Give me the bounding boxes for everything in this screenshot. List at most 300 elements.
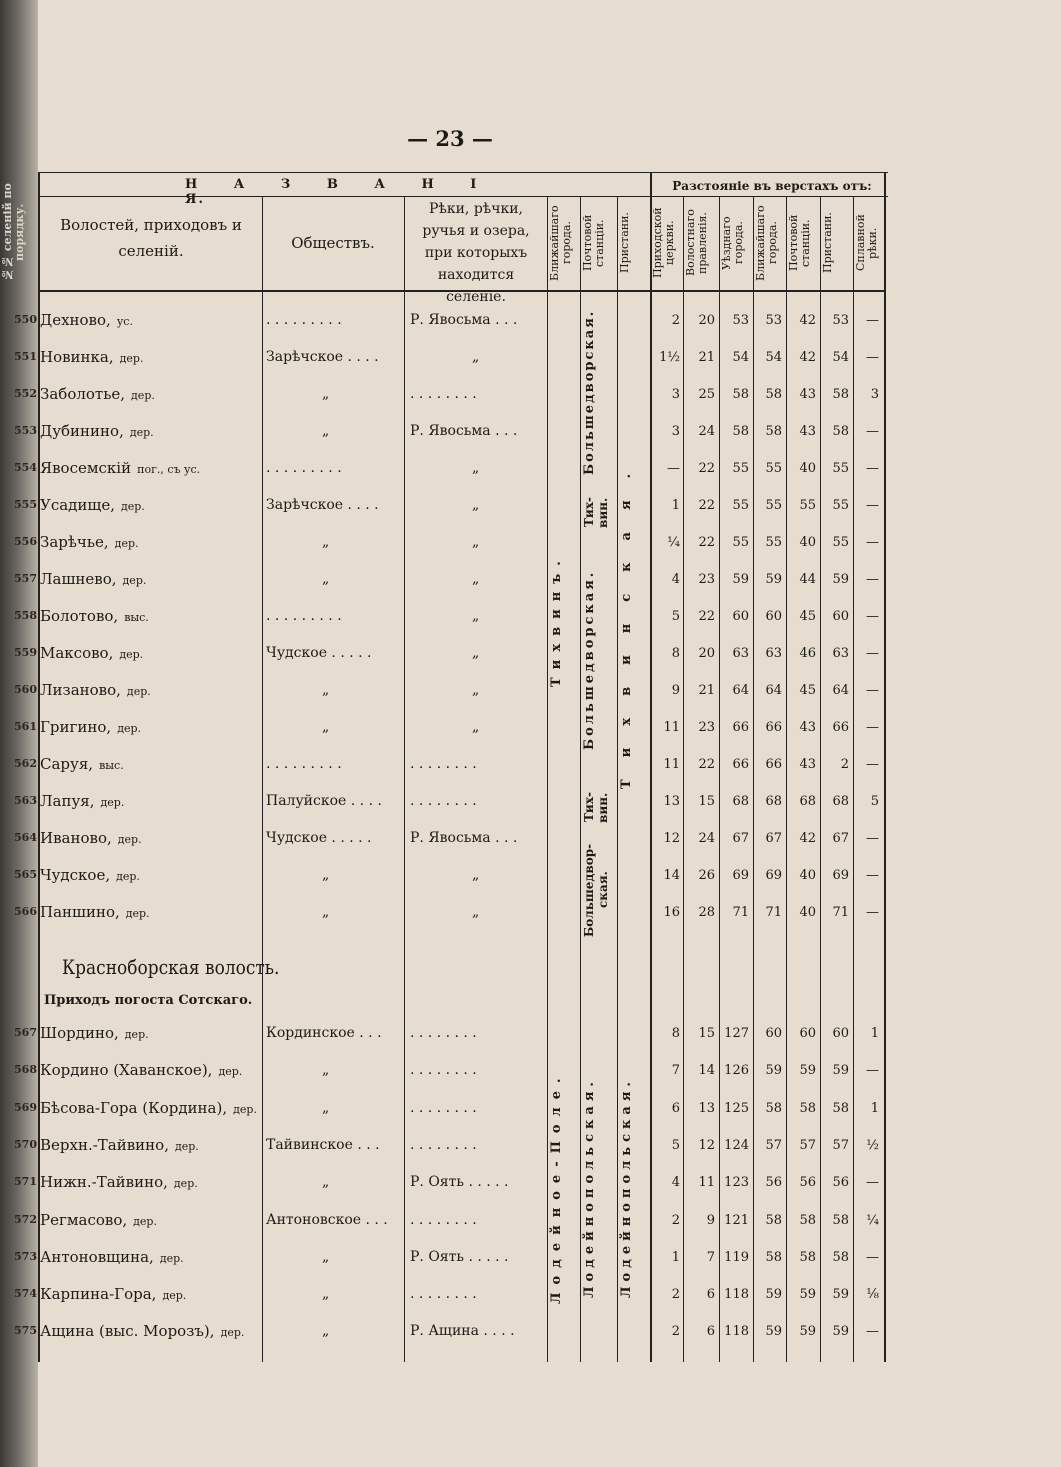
society-name: Зарѣчское . . . . (266, 497, 379, 513)
society-name: „ (322, 423, 330, 439)
distance-value: 55 (765, 498, 782, 513)
distance-value: 15 (698, 794, 715, 809)
distance-value: 42 (799, 350, 816, 365)
distance-value: — (866, 757, 879, 772)
distance-value: 14 (663, 868, 680, 883)
settlement-name-text: Паншино, (40, 903, 120, 921)
page-number: — 23 — (407, 126, 493, 151)
row-number: 552 (14, 387, 37, 400)
distance-value: 21 (698, 683, 715, 698)
settlement-name-text: Ащина (выс. Морозъ), (40, 1322, 215, 1341)
row-number: 567 (14, 1026, 37, 1039)
distance-value: 57 (765, 1137, 782, 1153)
settlement-name (40, 1061, 242, 1079)
distance-value: 23 (698, 572, 715, 587)
row-number: 568 (14, 1063, 37, 1077)
distance-value: — (866, 535, 879, 550)
settlement-name-text: Саруя, (40, 755, 94, 773)
settlement-type: дер. (124, 1028, 149, 1041)
distance-value: 40 (799, 868, 816, 883)
settlement-name-text: Бѣсова-Гора (Кордина), (40, 1098, 228, 1117)
distance-value: 44 (799, 572, 816, 587)
dist-river-header: Сплавной рѣки. (854, 214, 879, 272)
nearest-city-label: Тихвинъ. (549, 553, 564, 687)
society-name: . . . . . . . . . (266, 756, 342, 772)
distance-value: 57 (799, 1137, 816, 1153)
distance-value: 2 (671, 1287, 680, 1303)
distance-value: 64 (832, 683, 849, 698)
volost-column-header: Волостей, приходовъ и селеній. (60, 216, 242, 260)
distance-value: ⅛ (866, 1287, 879, 1303)
river-name: „ (472, 645, 480, 661)
distance-value: 22 (698, 757, 715, 772)
distance-value: 2 (671, 313, 680, 328)
society-name: „ (322, 867, 330, 883)
society-name: „ (322, 386, 330, 402)
distance-value: 58 (832, 424, 849, 439)
distance-value: 58 (832, 1212, 849, 1228)
river-name: Р. Явосьма . . . (410, 312, 518, 328)
row-number: 551 (14, 350, 37, 363)
distance-value: 15 (698, 1026, 715, 1041)
distance-value: 4 (671, 572, 680, 587)
distance-value: ¼ (667, 535, 680, 550)
distance-value: 20 (698, 313, 715, 328)
settlement-name-text: Зарѣчье, (40, 533, 109, 551)
table-top-rule (40, 172, 888, 173)
river-name: „ (472, 534, 480, 550)
distance-value: 67 (765, 831, 782, 846)
distance-value: 64 (732, 683, 749, 698)
distance-value: 60 (832, 1026, 849, 1041)
distance-value: 59 (832, 572, 849, 587)
settlement-name (40, 570, 146, 588)
dist-pier-header: Пристани. (821, 212, 834, 274)
distance-value: 3 (870, 387, 879, 402)
distance-value: 64 (765, 683, 782, 698)
river-name: . . . . . . . . (410, 1025, 477, 1041)
society-name: „ (322, 682, 330, 698)
distance-value: — (866, 1324, 879, 1340)
river-name: . . . . . . . . (410, 1136, 477, 1153)
distance-value: 66 (732, 757, 749, 772)
river-column-header: Рѣки, рѣчки, ручья и озера, при которыхъ находится селеніе. (422, 201, 530, 305)
distance-value: 5 (671, 1137, 680, 1153)
distance-value: 45 (799, 609, 816, 624)
distance-value: 42 (799, 313, 816, 328)
settlement-name-text: Нижн.-Тайвино, (40, 1173, 168, 1192)
distance-value: — (866, 683, 879, 698)
distance-value: 58 (765, 1249, 782, 1265)
distance-value: 59 (799, 1063, 816, 1079)
distance-value: — (866, 572, 879, 587)
distance-value: — (866, 646, 879, 661)
nearest-city-header: Ближайшаго города. (548, 205, 573, 281)
settlement-name (40, 1322, 244, 1340)
distance-value: 53 (765, 313, 782, 328)
river-name: „ (472, 608, 480, 624)
distance-value: 9 (706, 1212, 715, 1228)
settlement-name-text: Кордино (Хаванское), (40, 1061, 213, 1080)
settlement-type: дер. (117, 722, 142, 735)
dist-city-header: Ближайшаго города. (754, 205, 779, 281)
distance-value: 58 (732, 424, 749, 439)
settlement-name (40, 385, 155, 403)
distance-value: 46 (799, 646, 816, 661)
distance-value: 58 (832, 1100, 849, 1116)
distance-value: 9 (671, 683, 680, 698)
distance-value: 4 (671, 1175, 680, 1191)
distance-value: 67 (732, 831, 749, 846)
row-number: 563 (14, 794, 37, 807)
post-station-label: Тих-вин. (582, 792, 610, 823)
distance-value: 5 (671, 609, 680, 624)
distance-value: 119 (724, 1249, 749, 1265)
settlement-name-text: Чудское, (40, 866, 111, 884)
settlement-type: дер. (122, 574, 147, 587)
distance-value: 12 (698, 1137, 715, 1153)
society-name: Тайвинское . . . (266, 1136, 380, 1153)
distance-value: ¼ (866, 1212, 879, 1228)
distance-value: 58 (765, 1100, 782, 1116)
settlement-type: дер. (117, 833, 142, 846)
settlement-type: выс. (124, 611, 149, 624)
distance-value: 57 (832, 1137, 849, 1153)
row-number: 555 (14, 498, 37, 511)
settlement-name (40, 903, 150, 921)
post-station-label: Большедворская. (582, 569, 597, 751)
society-name: . . . . . . . . . (266, 608, 342, 624)
distance-value: 13 (663, 794, 680, 809)
row-number: 571 (14, 1175, 37, 1189)
society-name: Антоновское . . . (266, 1211, 388, 1228)
settlement-name (40, 718, 141, 736)
society-name: „ (322, 534, 330, 550)
society-name: „ (322, 719, 330, 735)
society-name: Палуйское . . . . (266, 793, 382, 809)
distance-value: 24 (698, 424, 715, 439)
society-name: „ (322, 571, 330, 587)
distance-value: 58 (765, 1212, 782, 1228)
distance-value: 66 (765, 720, 782, 735)
distance-value: 40 (799, 535, 816, 550)
society-name: Зарѣчское . . . . (266, 349, 379, 365)
distance-value: 55 (732, 498, 749, 513)
distance-value: 1 (671, 1249, 680, 1265)
distance-value: 59 (799, 1324, 816, 1340)
river-name: „ (472, 571, 480, 587)
row-number: 574 (14, 1287, 37, 1301)
settlement-name-text: Лизаново, (40, 681, 121, 699)
distance-value: 5 (870, 794, 879, 809)
distance-value: — (866, 1249, 879, 1265)
settlement-name (40, 755, 124, 773)
society-name: „ (322, 1248, 330, 1265)
distance-header: Разстояніе въ верстахъ отъ: (672, 179, 872, 193)
distance-value: 59 (832, 1287, 849, 1303)
settlement-type: пог., съ ус. (137, 463, 201, 476)
settlement-name (40, 496, 145, 514)
society-name: „ (322, 904, 330, 920)
dist-volost-header: Волостнаго правленія. (684, 209, 709, 277)
distance-value: 7 (706, 1249, 715, 1265)
settlement-name-text: Регмасово, (40, 1210, 128, 1229)
distance-value: 55 (832, 498, 849, 513)
distance-value: 69 (732, 868, 749, 883)
society-name: „ (322, 1174, 330, 1191)
distance-value: 2 (671, 1212, 680, 1228)
distance-value: 43 (799, 424, 816, 439)
settlement-name-text: Карпина-Гора, (40, 1285, 157, 1304)
distance-value: 124 (724, 1137, 749, 1153)
settlement-name (40, 681, 151, 699)
distance-value: 58 (799, 1212, 816, 1228)
river-name: . . . . . . . . (410, 756, 477, 772)
post-station-label: Лодейнопольская. (582, 1077, 597, 1298)
distance-value: 6 (706, 1324, 715, 1340)
settlement-type: выс. (99, 759, 124, 772)
settlement-name-text: Новинка, (40, 348, 114, 366)
settlement-name-text: Лапуя, (40, 792, 95, 810)
distance-value: 54 (832, 350, 849, 365)
distance-value: ½ (866, 1137, 879, 1153)
distance-value: — (866, 1175, 879, 1191)
row-number: 562 (14, 757, 37, 770)
settlement-name-text: Верхн.-Тайвино, (40, 1135, 169, 1154)
distance-value: — (866, 609, 879, 624)
river-name: . . . . . . . . (410, 1286, 477, 1303)
distance-value: 54 (765, 350, 782, 365)
distance-value: 59 (832, 1324, 849, 1340)
settlement-name-text: Шордино, (40, 1024, 119, 1042)
distance-value: 60 (765, 1026, 782, 1041)
distance-value: 55 (765, 461, 782, 476)
distance-value: 71 (832, 905, 849, 920)
settlement-type: дер. (220, 1326, 245, 1340)
distance-value: 127 (724, 1026, 749, 1041)
settlement-type: дер. (129, 426, 154, 439)
river-name: Р. Оять . . . . . (410, 1248, 509, 1265)
settlement-type: дер. (125, 907, 150, 920)
col-line (683, 196, 684, 1362)
distance-value: — (866, 1063, 879, 1079)
distance-value: 63 (765, 646, 782, 661)
settlement-type: дер. (162, 1289, 187, 1303)
distance-value: — (866, 313, 879, 328)
distance-value: 67 (832, 831, 849, 846)
distance-value: 60 (732, 609, 749, 624)
col-line (617, 196, 618, 1362)
distance-value: 60 (832, 609, 849, 624)
distance-value: 24 (698, 831, 715, 846)
distance-value: 68 (732, 794, 749, 809)
settlement-name (40, 1285, 186, 1303)
post-station-header: Почтовой станціи. (581, 214, 606, 272)
distance-value: 16 (663, 905, 680, 920)
distance-value: 3 (671, 424, 680, 439)
settlement-name (40, 644, 143, 662)
parish-heading: Приходъ погоста Сотскаго. (44, 993, 253, 1008)
settlement-name (40, 829, 142, 847)
settlement-type: дер. (126, 685, 151, 698)
river-name: Р. Явосьма . . . (410, 830, 518, 846)
river-name: „ (472, 719, 480, 735)
distance-value: — (866, 905, 879, 920)
distance-value: 63 (732, 646, 749, 661)
distance-value: 58 (765, 387, 782, 402)
row-number: 550 (14, 313, 37, 326)
distance-value: 55 (832, 461, 849, 476)
distance-value: 3 (671, 387, 680, 402)
distance-value: 8 (671, 646, 680, 661)
distance-value: 7 (671, 1063, 680, 1079)
settlement-type: дер. (233, 1102, 257, 1116)
settlement-type: дер. (131, 389, 155, 402)
distance-value: 6 (706, 1287, 715, 1303)
settlement-type: дер. (119, 352, 144, 365)
settlement-name-text: Усадище, (40, 496, 116, 514)
settlement-name (40, 1248, 184, 1266)
pier-header: Пристани. (618, 212, 631, 274)
row-number: 554 (14, 461, 37, 474)
settlement-name (40, 311, 133, 329)
settlement-name (40, 866, 140, 884)
names-header: Н А З В А Н І Я. (185, 177, 479, 207)
distance-value: 59 (765, 1324, 782, 1340)
river-name: „ (472, 460, 480, 476)
settlement-type: дер. (159, 1251, 184, 1265)
distance-value: — (866, 424, 879, 439)
settlement-type: дер. (100, 796, 125, 809)
row-number: 561 (14, 720, 37, 733)
distance-value: 1 (671, 498, 680, 513)
distance-value: 123 (724, 1175, 749, 1191)
distance-value: 69 (832, 868, 849, 883)
post-station-label: Тих-вин. (582, 497, 610, 528)
settlement-type: дер. (119, 648, 144, 661)
distance-value: 42 (799, 831, 816, 846)
row-number: 575 (14, 1324, 37, 1338)
dist-post-header: Почтовой станціи. (787, 214, 812, 272)
settlement-name (40, 792, 124, 810)
society-name: „ (322, 1062, 330, 1079)
distance-value: 40 (799, 905, 816, 920)
distance-value: 59 (765, 1063, 782, 1079)
distance-value: — (866, 868, 879, 883)
distance-value: 60 (765, 609, 782, 624)
distance-value: 66 (832, 720, 849, 735)
row-number: 557 (14, 572, 37, 585)
col-line (719, 196, 720, 1362)
distance-value: 11 (663, 720, 680, 735)
settlement-name-text: Дехново, (40, 311, 111, 329)
distance-value: 63 (832, 646, 849, 661)
distance-value: 12 (663, 831, 680, 846)
distance-value: 23 (698, 720, 715, 735)
distance-value: 56 (832, 1175, 849, 1191)
settlement-type: дер. (218, 1065, 243, 1079)
distance-value: 58 (799, 1249, 816, 1265)
society-name: Кординское . . . (266, 1025, 382, 1041)
distance-value: 40 (799, 461, 816, 476)
distance-value: 58 (832, 1249, 849, 1265)
river-name: . . . . . . . . (410, 1099, 477, 1116)
distance-value: 71 (765, 905, 782, 920)
river-name: . . . . . . . . (410, 386, 477, 402)
society-name: „ (322, 1099, 330, 1116)
society-name: Чудское . . . . . (266, 645, 372, 661)
distance-value: 14 (698, 1063, 715, 1079)
distance-value: — (866, 831, 879, 846)
distance-value: 53 (732, 313, 749, 328)
society-name: „ (322, 1323, 330, 1340)
river-name: . . . . . . . . (410, 793, 477, 809)
row-number: 565 (14, 868, 37, 881)
pier-label: Тихвинская. (619, 451, 634, 789)
distance-value: 1 (870, 1026, 879, 1041)
settlement-name (40, 533, 139, 551)
settlement-type: дер. (116, 870, 140, 883)
col-line (262, 196, 263, 1362)
distance-value: 43 (799, 387, 816, 402)
river-name: „ (472, 682, 480, 698)
distance-value: 121 (724, 1212, 749, 1228)
distance-value: 25 (698, 387, 715, 402)
distance-value: 11 (698, 1175, 715, 1191)
river-name: „ (472, 867, 480, 883)
row-number-header: №№ селеній по порядку. (1, 183, 26, 281)
col-line (547, 196, 548, 1362)
distance-value: 43 (799, 720, 816, 735)
row-number: 556 (14, 535, 37, 548)
distance-value: — (866, 350, 879, 365)
distance-value: 43 (799, 757, 816, 772)
river-name: „ (472, 349, 480, 365)
distance-value: 55 (765, 535, 782, 550)
distance-value: 55 (832, 535, 849, 550)
settlement-name (40, 422, 154, 440)
society-name: „ (322, 1286, 330, 1303)
distance-value: 59 (832, 1063, 849, 1079)
pier-label: Лодейнопольская. (619, 1077, 634, 1298)
distance-value: 20 (698, 646, 715, 661)
settlement-type: дер. (121, 500, 145, 513)
settlement-type: ус. (116, 315, 133, 328)
distance-value: 54 (732, 350, 749, 365)
row-number: 573 (14, 1249, 37, 1263)
distance-value: 22 (698, 461, 715, 476)
settlement-name-text: Дубинино, (40, 422, 124, 440)
distance-value: — (866, 461, 879, 476)
society-name: Чудское . . . . . (266, 830, 372, 846)
distance-value: 22 (698, 498, 715, 513)
settlement-type: дер. (174, 1139, 199, 1153)
society-name: . . . . . . . . . (266, 460, 342, 476)
row-number: 570 (14, 1137, 37, 1151)
river-name: Р. Ащина . . . . (410, 1323, 515, 1340)
settlement-type: дер. (133, 1214, 157, 1228)
settlement-name (40, 1211, 157, 1229)
settlement-type: дер. (114, 537, 139, 550)
settlement-type: дер. (173, 1177, 198, 1191)
distance-value: 60 (799, 1026, 816, 1041)
col-line (884, 172, 886, 1362)
col-line (786, 196, 787, 1362)
distance-value: 21 (698, 350, 715, 365)
row-number: 564 (14, 831, 37, 844)
distance-value: 118 (724, 1287, 749, 1303)
obshchestvo-column-header: Обществъ. (291, 234, 375, 252)
